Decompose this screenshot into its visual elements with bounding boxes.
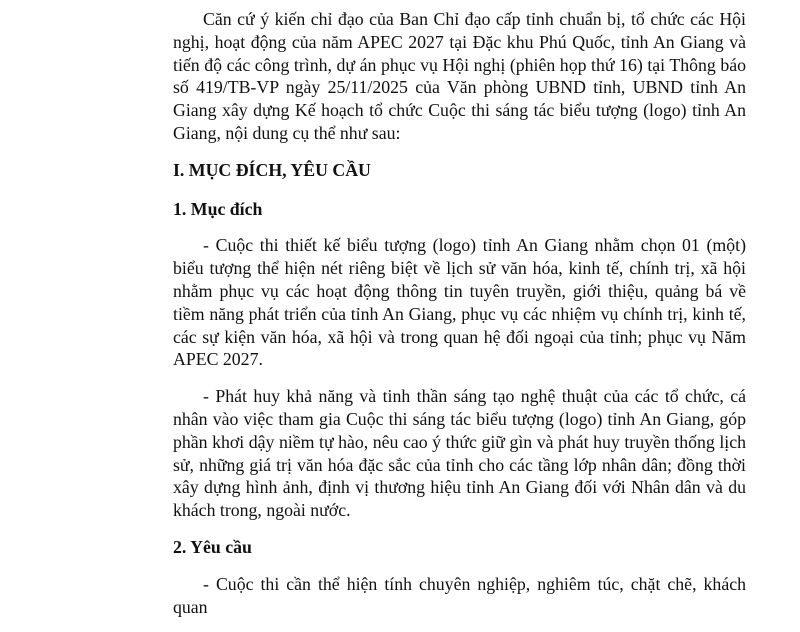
purpose-paragraph-1: - Cuộc thi thiết kế biểu tượng (logo) tỉnh An Giang nhằm chọn 01 (một) biểu tượng thể hiện nét riêng biệt về lịch sử văn hóa, kinh tế, chính trị, xã hội nhằm phục vụ các hoạt động thông tin tuyên truyền, giới thiệu, quảng bá về tiềm năng phát triển của tỉnh An Giang, phục vụ các nhiệm vụ chính trị, kinh tế, các sự kiện văn hóa, xã hội và trong quan hệ đối ngoại của tỉnh; phục vụ Năm APEC 2027. [173, 235, 746, 370]
intro-paragraph: Căn cứ ý kiến chỉ đạo của Ban Chỉ đạo cấp tỉnh chuẩn bị, tổ chức các Hội nghị, hoạt động của năm APEC 2027 tại Đặc khu Phú Quốc, tỉnh An Giang và tiến độ các công trình, dự án phục vụ Hội nghị (phiên họp thứ 16) tại Thông báo số 419/TB-VP ngày 25/11/2025 của Văn phòng UBND tỉnh, UBND tỉnh An Giang xây dựng Kế hoạch tổ chức Cuộc thi sáng tác biểu tượng (logo) tỉnh An Giang, nội dung cụ thể như sau: [173, 9, 746, 143]
requirement-paragraph-1: - Cuộc thi cần thể hiện tính chuyên nghiệp, nghiêm túc, chặt chẽ, khách quan [173, 573, 746, 617]
subsection-heading-requirements: 2. Yêu cầu [173, 536, 252, 557]
section-heading-purpose-requirements: I. MỤC ĐÍCH, YÊU CẦU [173, 159, 371, 180]
subsection-heading-purpose: 1. Mục đích [173, 198, 263, 219]
document-body [173, 8, 746, 632]
purpose-paragraph-2: - Phát huy khả năng và tinh thần sáng tạo nghệ thuật của các tổ chức, cá nhân vào việc tham gia Cuộc thi sáng tác biểu tượng (logo) tỉnh An Giang, góp phần khơi dậy niềm tự hào, nêu cao ý thức giữ gìn và phát huy truyền thống lịch sử, những giá trị văn hóa đặc sắc của tỉnh cho các tầng lớp nhân dân; đồng thời xây dựng hình ảnh, định vị thương hiệu tỉnh An Giang đối với Nhân dân và du khách trong, ngoài nước. [173, 386, 746, 521]
